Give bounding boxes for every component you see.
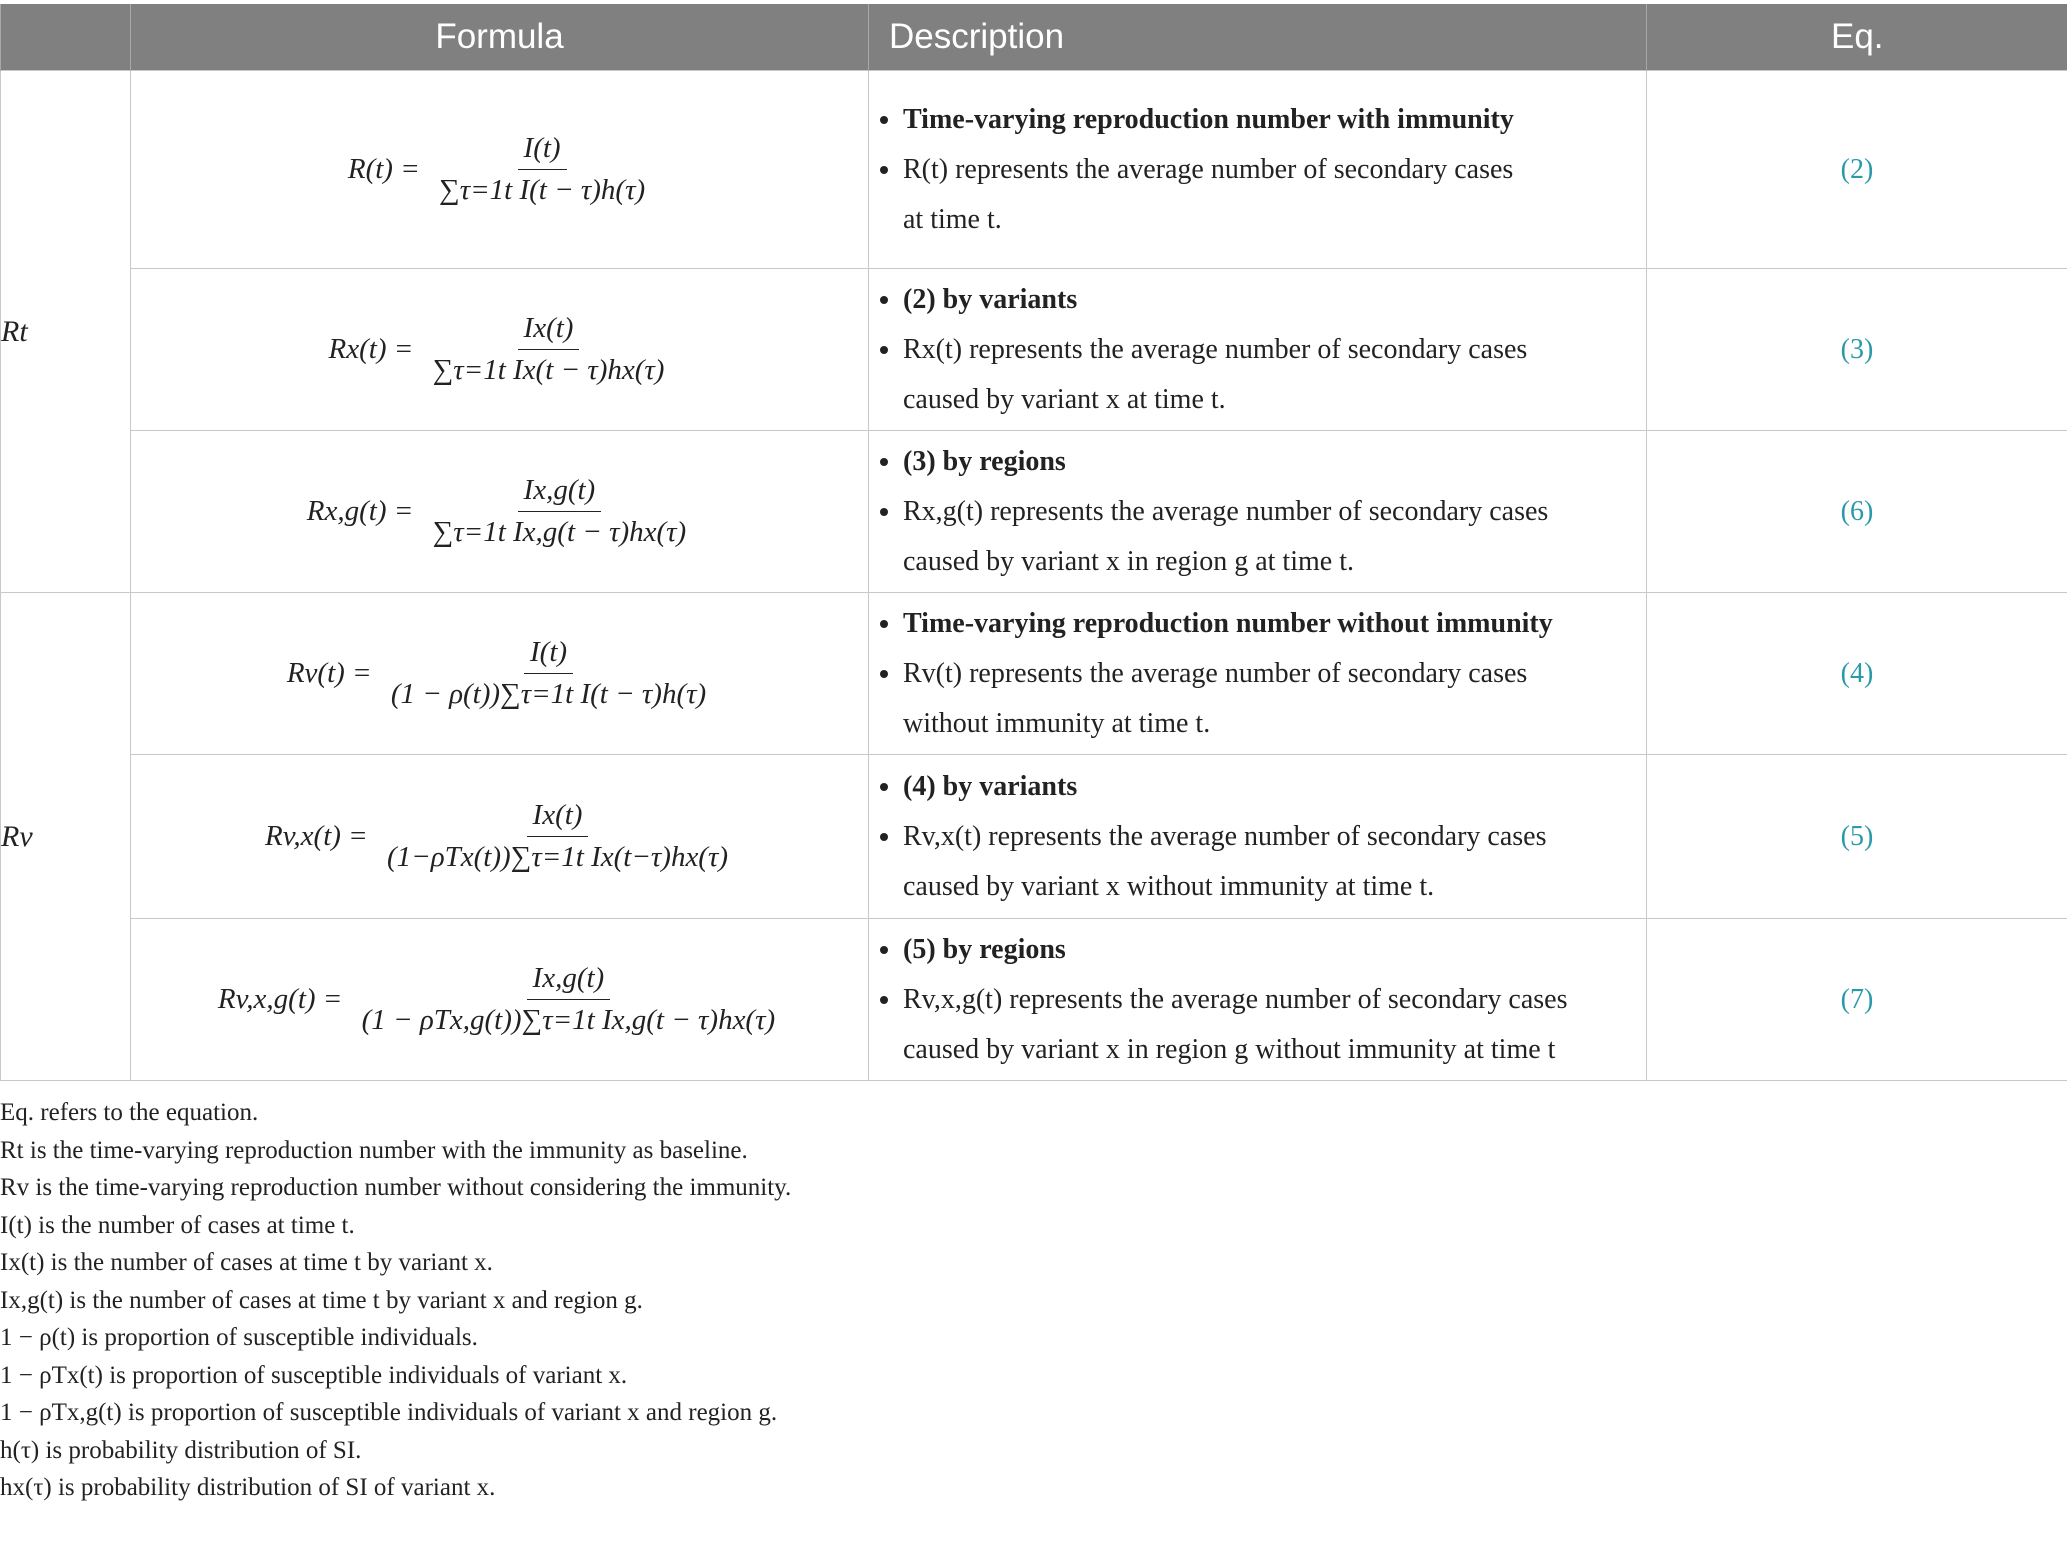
description-continuation: caused by variant x at time t.	[903, 383, 1226, 415]
equation-ref-link[interactable]: (2)	[1647, 71, 2067, 269]
description-title: • (5) by regions	[903, 925, 1646, 975]
formula-cell	[131, 269, 869, 431]
description-cell	[869, 919, 1647, 1081]
numerator: Ix,g(t)	[527, 962, 611, 1000]
description-continuation: at time t.	[903, 203, 1002, 235]
equation-ref-link[interactable]: (7)	[1647, 919, 2067, 1081]
equation-ref-link[interactable]: (4)	[1647, 593, 2067, 755]
description-line: • Rv(t) represents the average number of secondary cases	[903, 649, 1646, 699]
equation-ref-link[interactable]: (5)	[1647, 755, 2067, 919]
table-row	[1, 755, 2067, 919]
formula-cell	[131, 755, 869, 919]
numerator: Ix(t)	[527, 799, 589, 837]
description-title: • Time-varying reproduction number with immunity	[903, 95, 1646, 145]
numerator: Ix,g(t)	[518, 474, 602, 512]
description-line: • Rx,g(t) represents the average number of secondary cases	[903, 487, 1646, 537]
equation-ref-link[interactable]: (3)	[1647, 269, 2067, 431]
description-line: • Rx(t) represents the average number of secondary cases	[903, 325, 1646, 375]
description-line: • Rv,x,g(t) represents the average number of secondary cases	[903, 975, 1646, 1025]
denominator: ∑τ=1t Ix,g(t − τ)hx(τ)	[432, 516, 687, 548]
fraction	[356, 962, 782, 1037]
equation-ref-link[interactable]: (6)	[1647, 431, 2067, 593]
fraction	[433, 132, 651, 207]
table-row	[1, 593, 2067, 755]
formula-lhs: Rv(t) =	[286, 657, 372, 689]
formula-cell	[131, 71, 869, 269]
note-line: Ix(t) is the number of cases at time t by variant x.	[0, 1249, 493, 1276]
note-line: h(τ) is probability distribution of SI.	[0, 1436, 362, 1464]
denominator: (1−ρTx(t))∑τ=1t Ix(t−τ)hx(τ)	[386, 841, 729, 873]
description-continuation: caused by variant x in region g without immunity at time t	[903, 1033, 1556, 1065]
table-row	[1, 431, 2067, 593]
note-line: 1 − ρ(t) is proportion of susceptible individuals.	[0, 1324, 478, 1351]
numerator: I(t)	[524, 636, 573, 674]
description-title: • (3) by regions	[903, 437, 1646, 487]
denominator: (1 − ρ(t))∑τ=1t I(t − τ)h(τ)	[390, 678, 707, 710]
formula-lhs: Rv,x(t) =	[264, 820, 368, 852]
note-line: Rv is the time-varying reproduction number without considering the immunity.	[0, 1174, 792, 1201]
note-line: hx(τ) is probability distribution of SI of variant x.	[0, 1474, 496, 1501]
description-title: • Time-varying reproduction number without immunity	[903, 599, 1646, 649]
header-description: Description	[869, 4, 1647, 71]
description-cell	[869, 71, 1647, 269]
description-cell	[869, 431, 1647, 593]
note-line: 1 − ρTx,g(t) is proportion of susceptible individuals of variant x and region g.	[0, 1399, 778, 1426]
table-row	[1, 919, 2067, 1081]
description-cell	[869, 755, 1647, 919]
note-line: 1 − ρTx(t) is proportion of susceptible individuals of variant x.	[0, 1361, 628, 1389]
table-row	[1, 269, 2067, 431]
numerator: Ix(t)	[518, 312, 580, 350]
denominator: ∑τ=1t I(t − τ)h(τ)	[439, 174, 646, 206]
note-line: Ix,g(t) is the number of cases at time t by variant x and region g.	[0, 1286, 643, 1314]
group-label-rv: Rv	[1, 593, 131, 1081]
note-line: Rt is the time-varying reproduction number with the immunity as baseline.	[0, 1136, 748, 1164]
fraction	[427, 312, 671, 387]
description-title: • (4) by variants	[903, 762, 1646, 812]
numerator: I(t)	[518, 132, 567, 170]
description-cell	[869, 269, 1647, 431]
denominator: (1 − ρTx,g(t))∑τ=1t Ix,g(t − τ)hx(τ)	[361, 1004, 776, 1036]
description-continuation: caused by variant x without immunity at time t.	[903, 870, 1435, 902]
formula-cell	[131, 919, 869, 1081]
table-row	[1, 71, 2067, 269]
description-title: • (2) by variants	[903, 275, 1646, 325]
note-line: Eq. refers to the equation.	[0, 1099, 259, 1126]
formula-cell	[131, 593, 869, 755]
formula-table	[0, 4, 2067, 1081]
denominator: ∑τ=1t Ix(t − τ)hx(τ)	[432, 354, 665, 386]
fraction	[385, 636, 712, 711]
note-line: I(t) is the number of cases at time t.	[0, 1211, 355, 1239]
header-eq: Eq.	[1647, 4, 2067, 71]
description-line: • Rv,x(t) represents the average number of secondary cases	[903, 812, 1646, 862]
formula-lhs: Rx(t) =	[328, 333, 414, 365]
formula-cell	[131, 431, 869, 593]
table-notes	[0, 1094, 791, 1507]
description-continuation: caused by variant x in region g at time t.	[903, 545, 1354, 577]
fraction	[427, 474, 693, 549]
header-group	[1, 4, 131, 71]
group-label-rt: Rt	[1, 71, 131, 593]
description-cell	[869, 593, 1647, 755]
fraction	[381, 799, 734, 874]
formula-lhs: R(t) =	[347, 153, 420, 185]
formula-lhs: Rx,g(t) =	[306, 495, 414, 527]
description-line: • R(t) represents the average number of secondary cases	[903, 145, 1646, 195]
description-continuation: without immunity at time t.	[903, 707, 1211, 739]
header-row	[1, 4, 2067, 71]
header-formula: Formula	[131, 4, 869, 71]
formula-lhs: Rv,x,g(t) =	[217, 983, 343, 1015]
